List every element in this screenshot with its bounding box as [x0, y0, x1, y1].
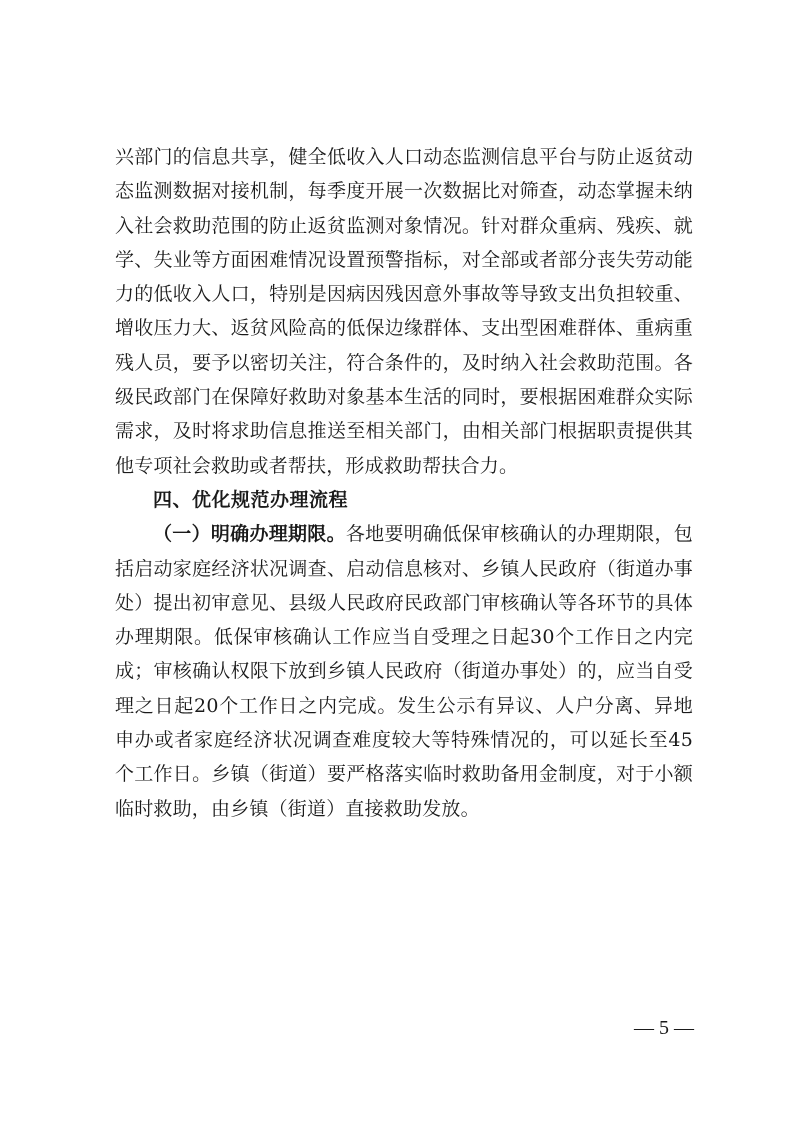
document-body [115, 140, 693, 826]
paragraph-deadline-text: 各地要明确低保审核确认的办理期限，包括启动家庭经济状况调查、启动信息核对、乡镇人民政府（街道办事处）提出初审意见、县级人民政府民政部门审核确认等各环节的具体办理期限。低保审核确认工作应当自受理之日起30个工作日之内完成；审核确认权限下放到乡镇人民政府（街道办事处）的，应当自受理之日起20个工作日之内完成。发生公示有异议、人户分离、异地申办或者家庭经济状况调查难度较大等特殊情况的，可以延长至45个工作日。乡镇（街道）要严格落实临时救助备用金制度，对于小额临时救助，由乡镇（街道）直接救助发放。 [115, 523, 693, 820]
section-heading: 四、优化规范办理流程 [153, 488, 349, 511]
subsection-label: （一）明确办理期限。 [153, 523, 346, 546]
paragraph-deadline [115, 517, 693, 826]
paragraph-continuation: 兴部门的信息共享，健全低收入人口动态监测信息平台与防止返贫动态监测数据对接机制，每季度开展一次数据比对筛查，动态掌握未纳入社会救助范围的防止返贫监测对象情况。针对群众重病、残疾、就学、失业等方面困难情况设置预警指标，对全部或者部分丧失劳动能力的低收入人口，特别是因病因残因意外事故等导致支出负担较重、增收压力大、返贫风险高的低保边缘群体、支出型困难群体、重病重残人员，要予以密切关注，符合条件的，及时纳入社会救助范围。各级民政部门在保障好救助对象基本生活的同时，要根据困难群众实际需求，及时将求助信息推送至相关部门，由相关部门根据职责提供其他专项社会救助或者帮扶，形成救助帮扶合力。 [115, 146, 693, 477]
page-number: — 5 — [634, 1017, 694, 1039]
